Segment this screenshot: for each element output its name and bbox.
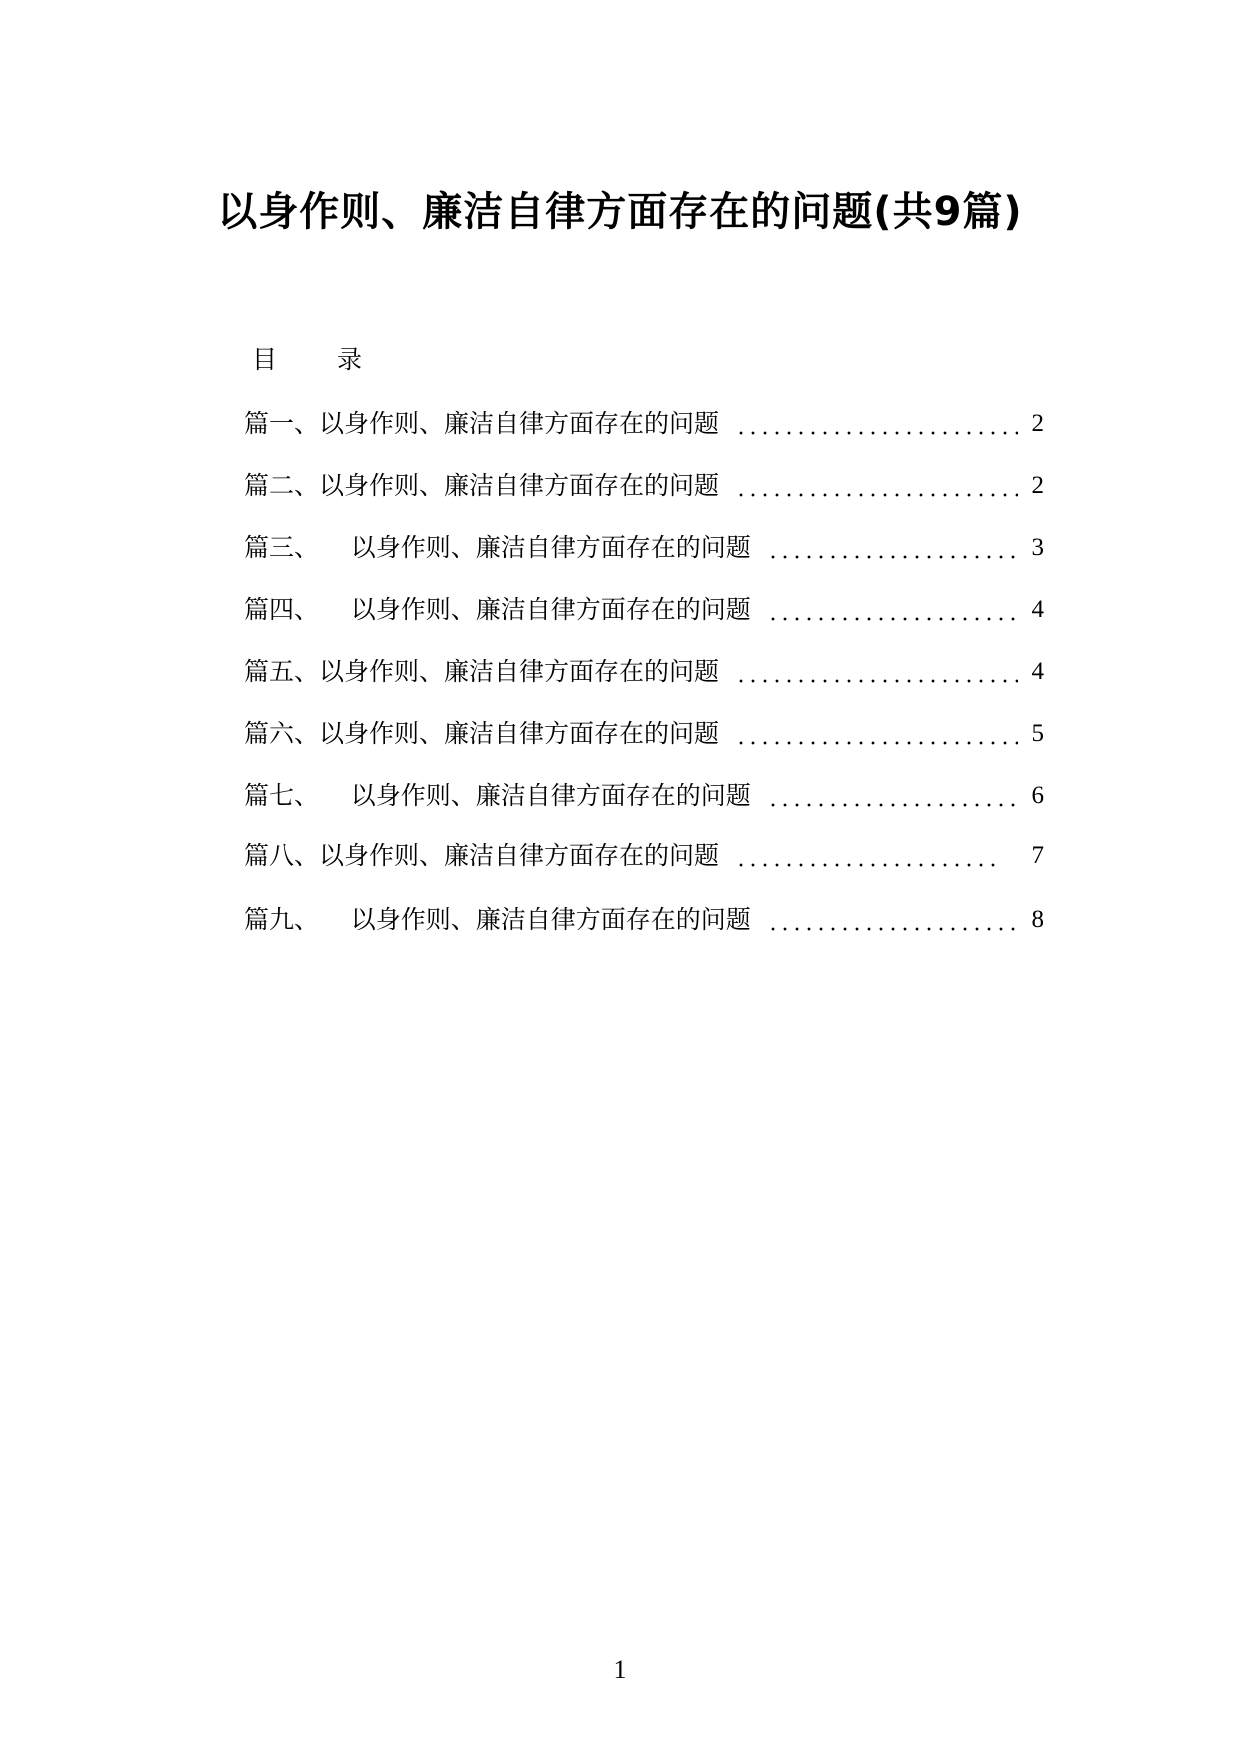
- toc-entry-number: 篇八、: [244, 841, 320, 870]
- toc-heading: 目 录: [252, 345, 388, 374]
- page-number: 1: [613, 1655, 627, 1684]
- toc-entry-text: 以身作则、廉洁自律方面存在的问题: [319, 657, 720, 686]
- toc-entry-text: 以身作则、廉洁自律方面存在的问题: [319, 409, 720, 438]
- toc-entry-7[interactable]: [244, 776, 1044, 816]
- toc-dot-leader: [767, 528, 1018, 568]
- toc-entry-page: 4: [1031, 658, 1044, 685]
- toc-entry-number: 篇三、: [244, 533, 351, 562]
- toc-entry-text: 以身作则、廉洁自律方面存在的问题: [319, 841, 720, 870]
- toc-dot-leader: [735, 466, 1018, 506]
- toc-entry-number: 篇五、: [244, 657, 320, 686]
- toc-entry-number: 篇一、: [244, 409, 320, 438]
- toc-entry-1[interactable]: [244, 404, 1044, 444]
- toc-entry-text: 以身作则、廉洁自律方面存在的问题: [350, 905, 751, 934]
- toc-entry-page: 2: [1031, 472, 1044, 499]
- toc-entry-number: 篇七、: [244, 781, 351, 810]
- toc-entry-8[interactable]: [244, 836, 1044, 876]
- toc-entry-number: 篇二、: [244, 471, 320, 500]
- toc-dot-leader: [767, 900, 1018, 940]
- document-title: 以身作则、廉洁自律方面存在的问题(共9篇): [217, 189, 1023, 235]
- toc-entry-9[interactable]: [244, 900, 1044, 940]
- toc-entry-page: 7: [1031, 842, 1044, 869]
- toc-entry-number: 篇九、: [244, 905, 351, 934]
- toc-entry-3[interactable]: [244, 528, 1044, 568]
- toc-entry-text: 以身作则、廉洁自律方面存在的问题: [350, 595, 751, 624]
- toc-entry-4[interactable]: [244, 590, 1044, 630]
- toc-dot-leader: [767, 590, 1018, 630]
- toc-entry-text: 以身作则、廉洁自律方面存在的问题: [350, 533, 751, 562]
- toc-dot-leader: [767, 776, 1018, 816]
- toc-entry-number: 篇六、: [244, 719, 320, 748]
- toc-entry-page: 3: [1031, 534, 1044, 561]
- toc-entry-page: 8: [1031, 906, 1044, 933]
- toc-entry-6[interactable]: [244, 714, 1044, 754]
- toc-entry-text: 以身作则、廉洁自律方面存在的问题: [319, 719, 720, 748]
- toc-entry-page: 2: [1031, 410, 1044, 437]
- toc-entry-5[interactable]: [244, 652, 1044, 692]
- toc-entry-number: 篇四、: [244, 595, 351, 624]
- toc-entry-text: 以身作则、廉洁自律方面存在的问题: [319, 471, 720, 500]
- toc-dot-leader: [735, 404, 1018, 444]
- toc-dot-leader: [735, 714, 1018, 754]
- toc-dot-leader: [735, 652, 1018, 692]
- toc-entry-page: 4: [1031, 596, 1044, 623]
- toc-entry-2[interactable]: [244, 466, 1044, 506]
- toc-entry-text: 以身作则、廉洁自律方面存在的问题: [350, 781, 751, 810]
- toc-dot-leader: [735, 836, 998, 876]
- toc-entry-page: 6: [1031, 782, 1044, 809]
- toc-entry-page: 5: [1031, 720, 1044, 747]
